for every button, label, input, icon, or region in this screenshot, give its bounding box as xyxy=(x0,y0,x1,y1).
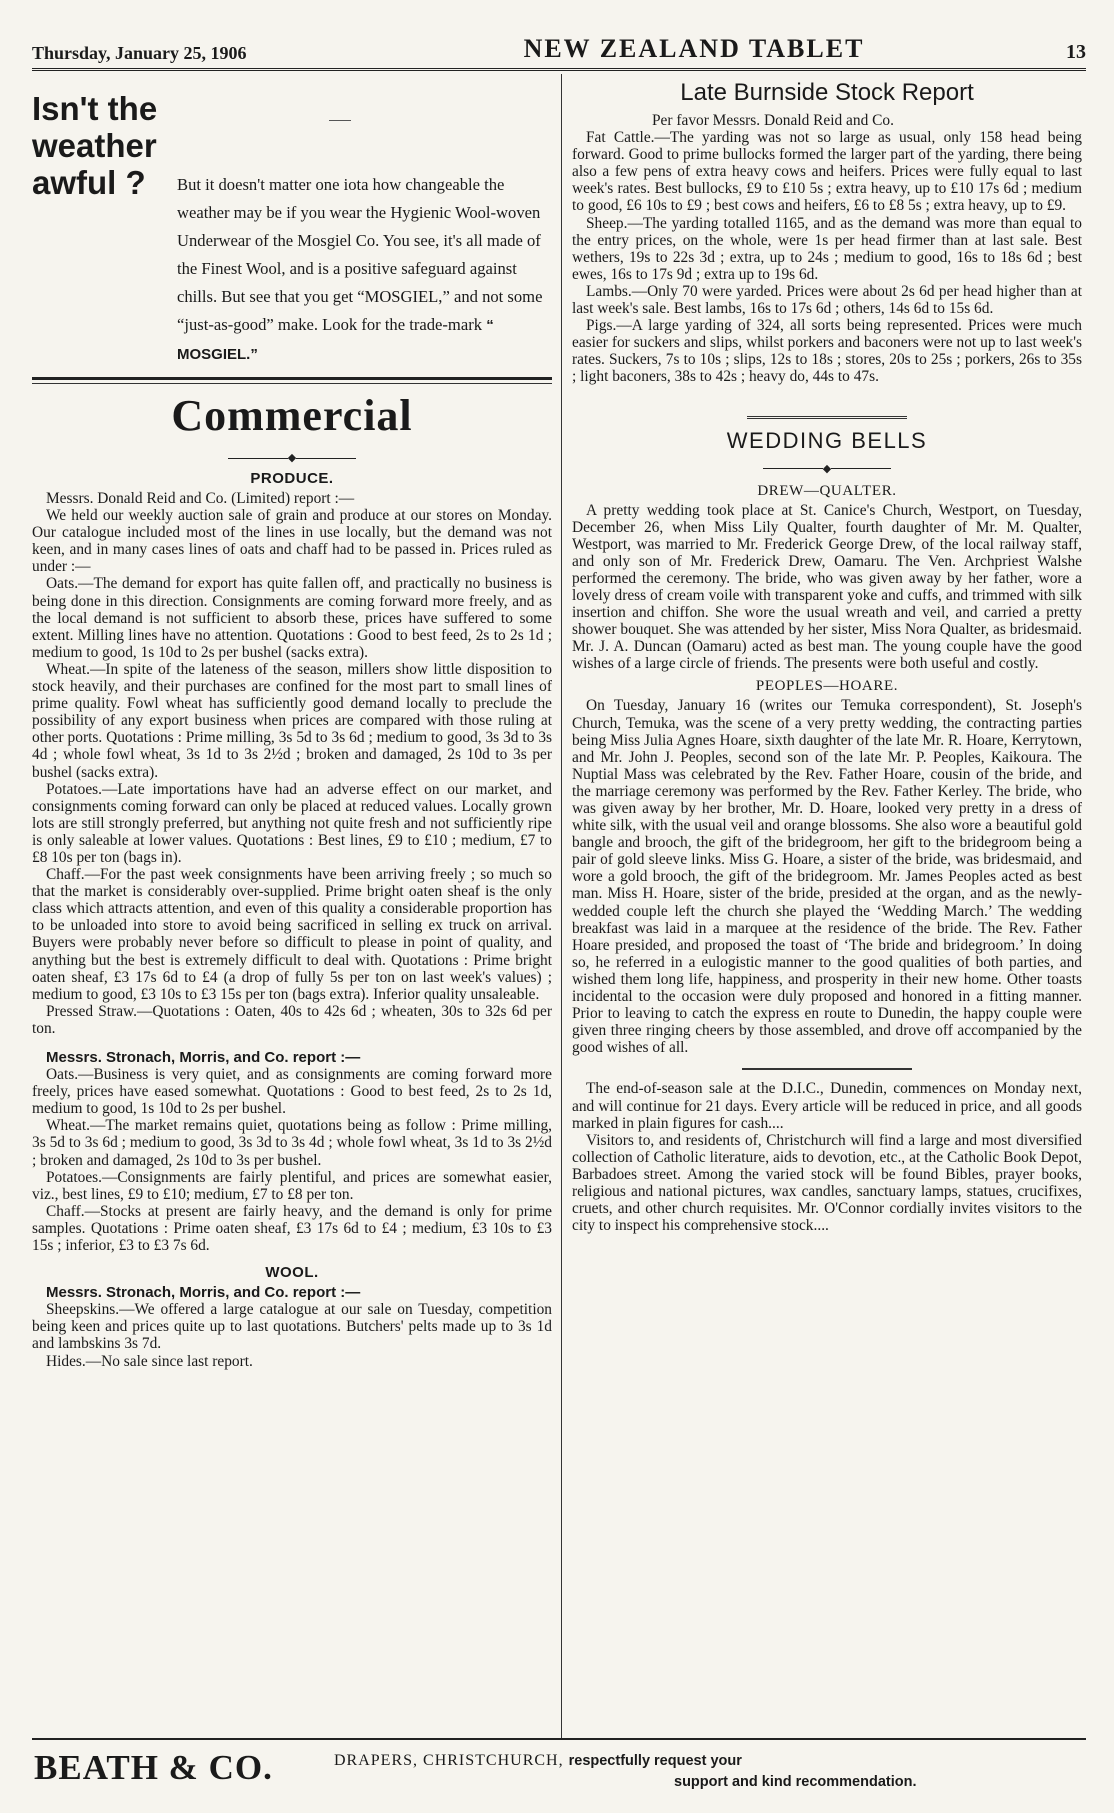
ornament-divider: ◆ xyxy=(32,450,552,466)
left-column xyxy=(32,78,552,1370)
wool-heading: WOOL. xyxy=(265,1264,319,1282)
report-paragraph: Wheat.—In spite of the lateness of the season, millers show little disposition to stock heavily, and their purchases are confined for the most part to small lines of prime quality. Fowl wheat has sufficiently good demand locally to preclude the possibility of any export business when prices are compared with those ruling at other ports. Quotations : Prime milling, 3s 5d to 3s 6d ; medium to good, 3s 3d to 3s 4d ; whole fowl wheat, 3s 1d to 3s 2½d ; broken and damaged, 2s 10d to 3s per bushel (sacks extra). xyxy=(32,660,552,781)
footer-firm-name: BEATH & CO. xyxy=(34,1748,273,1787)
footer-drapers: DRAPERS, CHRISTCHURCH, xyxy=(334,1752,564,1769)
ornament-divider: ◆ xyxy=(572,461,1082,477)
report-intro: Messrs. Donald Reid and Co. (Limited) report :— xyxy=(46,490,355,507)
advert-body xyxy=(177,171,555,369)
stock-report-title: Late Burnside Stock Report xyxy=(680,79,974,106)
wedding-paragraph: On Tuesday, January 16 (writes our Temuka correspondent), St. Joseph's Church, Temuka, was the scene of a very pretty wedding, the contracting parties being Miss Julia Agnes Hoare, sixth daughter of the late Mr. R. Hoare, Kerrytown, and Mr. John J. Peoples, second son of the late Mr. P. Peoples, Kaikoura. The Nuptial Mass was celebrated by the Rev. Father Hoare, cousin of the bride, and the marriage ceremony was performed by the Rev. Father Kerley. The bride, who was given away by her brother, Mr. D. Hoare, looked very pretty in a dress of white silk, with the usual veil and orange blossoms. She also wore a beautiful gold bangle and brooch, the gift of the bridegroom, her gift to the bridegroom being a pair of gold sleeve links. Miss G. Hoare, a sister of the bride, was bridesmaid, and wore a gold brooch, the gift of the bridegroom. Mr. James Peoples acted as best man. Miss H. Hoare, sister of the bride, presided at the organ, and as the newly-wedded couple left the church she played the ‘Wedding March.’ The wedding breakfast was laid in a marquee at the residence of the bride. The Rev. Father Hoare presided, and proposed the toast of ‘The bride and bridegroom.’ In doing so, he referred in a eulogistic manner to the good qualities of both parties, and wished them long life, happiness, and prosperity in their new home. Other toasts incidental to the occasion were duly proposed and honored in a fitting manner. Prior to leaving to catch the express en route to Dunedin, the happy couple were given three ringing cheers by those assembled, and drove off accompanied by the good wishes of all. xyxy=(572,697,1082,1057)
masthead xyxy=(32,30,1086,64)
column-divider xyxy=(561,74,562,1739)
notice-paragraph: The end-of-season sale at the D.I.C., Dunedin, commences on Monday next, and will continue for 21 days. Every article will be reduced in price, and all goods marked in plain figures for cash.... xyxy=(572,1080,1082,1132)
notice-rule xyxy=(742,1068,912,1070)
advert-headline xyxy=(32,90,157,201)
masthead-rule xyxy=(32,68,1086,71)
report-paragraph: Chaff.—For the past week consignments have been arriving freely ; so much so that the market is considerably over-supplied. Prime bright oaten sheaf is the only class which attracts attention, and even of this quality a considerable proportion has to be unloaded into store to avoid being sacrificed in selling ex truck on arrival. Buyers were probably never before so difficult to please in point of quality, and anything but the best is extremely difficult to deal with. Quotations : Prime bright oaten sheaf, £3 17s 6d to £4 (a drop of fully 5s per ton on last week's values) ; medium to good, £3 10s to £3 15s per ton (bags extra). Inferior quality unsaleable. xyxy=(32,866,552,1003)
report-paragraph: Oats.—The demand for export has quite fallen off, and practically no business is being done in this direction. Consignments are coming forward more freely, and as the local demand is not sufficient to absorb these, prices have suffered to some extent. Milling lines have no attention. Quotations : Good to best feed, 2s to 2s 1d ; medium to good, 1s 10d to 2s per bushel (sacks extra). xyxy=(32,575,552,661)
stock-paragraph: Fat Cattle.—The yarding was not so large as usual, only 158 head being forward. Good to prime bullocks formed the larger part of the yarding, there being also a few pens of extra heavy cows and heifers. Prices were fully equal to last week's rates. Best bullocks, £9 to £10 5s ; extra heavy, up to £10 17s 6d ; medium to good, £6 10s to £9 ; best cows and heifers, £6 to £8 5s ; extra heavy, up to £9. xyxy=(572,129,1082,215)
wedding-paragraph: A pretty wedding took place at St. Canice's Church, Westport, on Tuesday, December 26, when Miss Lily Qualter, fourth daughter of Mr. M. Qualter, Westport, was married to Mr. Frederick George Drew, of the local railway staff, and only son of Mr. Frederick Drew, Oamaru. The Ven. Archpriest Walshe performed the ceremony. The bride, who was given away by her father, wore a lovely dress of cream voile with transparent yoke and cuffs, and trimmed with silk insertion and chiffon. She wore the usual wreath and veil, and carried a pretty shower bouquet. She was attended by her sister, Miss Nora Qualter, as bridesmaid. Mr. J. A. Duncan (Oamaru) acted as best man. The young couple have the good wishes of a large circle of friends. The presents were both useful and costly. xyxy=(572,501,1082,673)
report-paragraph: Potatoes.—Late importations have had an adverse effect on our market, and consignments coming forward can only be placed at reduced values. Locally grown lots are still strongly preferred, but anything not quite fresh and not sufficiently ripe is only saleable at lower values. Quotations : Best lines, £9 to £10 ; medium, £7 to £8 10s per ton (bags in). xyxy=(32,780,552,866)
report-paragraph: We held our weekly auction sale of grain and produce at our stores on Monday. Our catalogue included most of the lines in use locally, but the demand was not keen, and in many cases lines of oats and chaff had to be passed in. Prices ruled as under :— xyxy=(32,507,552,576)
produce-heading: PRODUCE. xyxy=(250,470,334,487)
report-paragraph: Potatoes.—Consignments are fairly plentiful, and prices are somewhat easier, viz., best lines, £9 to £10; medium, £7 to £8 per ton. xyxy=(32,1168,552,1203)
stock-report-intro: Per favor Messrs. Donald Reid and Co. xyxy=(652,112,894,129)
paper-title: NEW ZEALAND TABLET xyxy=(523,34,865,63)
wedding-bells-title: WEDDING BELLS xyxy=(726,427,928,453)
advert-text: But it doesn't matter one iota how changeable the weather may be if you wear the Hygienic Wool-woven Underwear of the Mosgiel Co. You see, it's all made of the Finest Wool, and is a positive safeguard against chills. But see that you get “MOSGIEL,” and not some “just-as-good” make. Look for the trade-mark xyxy=(177,175,543,334)
report-paragraph: Chaff.—Stocks at present are fairly heavy, and the demand is only for prime samples. Quotations : Prime oaten sheaf, £3 17s 6d to £4 ; medium, £3 10s to £3 15s ; inferior, £3 to £3 7s 6d. xyxy=(32,1202,552,1255)
advert-headline-line: weather xyxy=(32,127,157,164)
advert-rule-thin xyxy=(32,383,552,384)
report-intro: Messrs. Stronach, Morris, and Co. report :— xyxy=(46,1284,361,1302)
footer-rule xyxy=(32,1738,1086,1740)
footer-line xyxy=(334,1752,742,1770)
advert-headline-line: awful ? xyxy=(32,164,146,201)
issue-date: Thursday, January 25, 1906 xyxy=(32,43,247,63)
footer-request: respectfully request your xyxy=(568,1753,742,1769)
stock-paragraph: Lambs.—Only 70 were yarded. Prices were about 2s 6d per head higher than at last week's sale. Best lambs, 16s to 17s 6d ; others, 14s 6d to 15s 6d. xyxy=(572,282,1082,318)
mosgiel-advert xyxy=(32,78,552,378)
stock-paragraph: Pigs.—A large yarding of 324, all sorts being represented. Prices were much easier for suckers and slips, whilst porkers and baconers were not up to last week's rates. Suckers, 7s to 10s ; slips, 12s to 18s ; stores, 20s to 25s ; porkers, 26s to 35s ; light baconers, 38s to 42s ; heavy do, 44s to 47s. xyxy=(572,317,1082,386)
wedding-top-rule xyxy=(747,416,907,419)
advert-trademark: “ MOSGIEL.” xyxy=(177,317,494,363)
report-paragraph: Oats.—Business is very quiet, and as consignments are coming forward more freely, prices have eased somewhat. Quotations : Good to best feed, 2s to 2s 1d, medium to good, 1s 10d to 2s per bushel. xyxy=(32,1066,552,1118)
section-title-commercial: Commercial xyxy=(171,391,413,440)
report-paragraph: Wheat.—The market remains quiet, quotations being as follow : Prime milling, 3s 5d to 3s 6d ; medium to good, 3s 3d to 3s 4d ; whole fowl wheat, 3s 1d to 3s 2½d ; broken and damaged, 2s 10d to 3s per bushel. xyxy=(32,1117,552,1169)
page-number: 13 xyxy=(1066,41,1086,63)
footer-support: support and kind recommendation. xyxy=(674,1774,917,1790)
report-paragraph: Hides.—No sale since last report. xyxy=(46,1352,253,1370)
stock-paragraph: Sheep.—The yarding totalled 1165, and as the demand was more than equal to the entry prices, on the whole, were 1s per head firmer than at last sale. Best wethers, 19s to 22s 3d ; extra, up to 24s ; medium to good, 16s to 18s 6d ; best ewes, 16s to 17s 9d ; extra up to 19s 6d. xyxy=(572,214,1082,283)
advert-small-rule xyxy=(329,120,351,121)
report-intro: Messrs. Stronach, Morris, and Co. report :— xyxy=(46,1049,361,1066)
advert-rule xyxy=(32,377,552,380)
wedding-subheading: PEOPLES—HOARE. xyxy=(755,678,899,695)
wedding-subheading: DREW—QUALTER. xyxy=(757,482,897,499)
beath-advert xyxy=(34,1748,1094,1798)
right-column xyxy=(572,78,1082,1234)
advert-headline-line: Isn't the xyxy=(32,90,158,127)
report-paragraph: Pressed Straw.—Quotations : Oaten, 40s to 42s 6d ; wheaten, 30s to 32s 6d per ton. xyxy=(32,1002,552,1037)
report-paragraph: Sheepskins.—We offered a large catalogue at our sale on Tuesday, competition being keen and prices quite up to last quotations. Butchers' pelts made up to 3s 1d and lambskins 3s 7d. xyxy=(32,1301,552,1353)
notice-paragraph: Visitors to, and residents of, Christchurch will find a large and most diversified collection of Catholic literature, aids to devotion, etc., at the Catholic Book Depot, Barbadoes street. Among the varied stock will be found Bibles, prayer books, religious and national pictures, wax candles, sanctuary lamps, statues, crucifixes, cruets, and other church requisites. Mr. O'Connor cordially invites visitors to the city to inspect his comprehensive stock.... xyxy=(572,1131,1082,1235)
